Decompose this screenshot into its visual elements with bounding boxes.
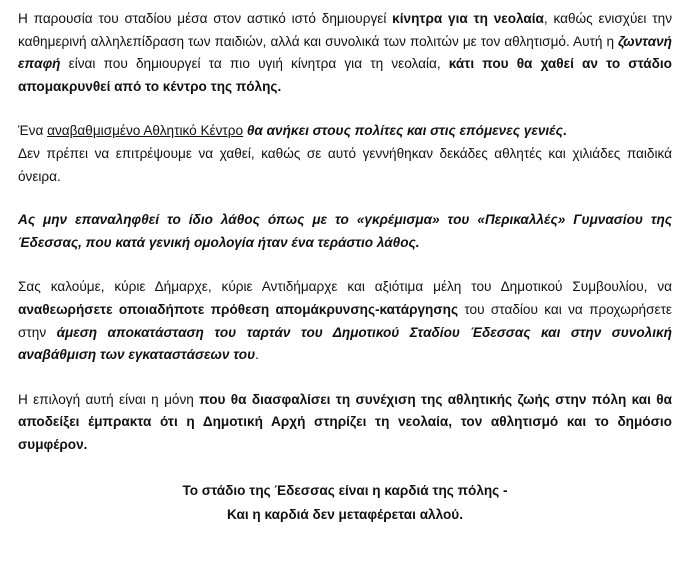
- p1-bold-city-center: κάτι που θα χαθεί αν το στάδιο απομακρυνθεί από το κέντρο της πόλης.: [18, 56, 672, 94]
- p3-text: Ας μην επαναληφθεί το ίδιο λάθος όπως με το «γκρέμισμα» του «Περικαλλές» Γυμνασίου της Έδεσσας, που κατά γενική ομολογία ήταν ένα τεράστιο λάθος.: [18, 212, 672, 250]
- paragraph-gymnasium-mistake: [18, 209, 672, 254]
- p1-text-1: Η παρουσία του σταδίου μέσα στον αστικό ιστό δημιουργεί: [18, 11, 393, 26]
- closing-line-1: Το στάδιο της Έδεσσας είναι η καρδιά της πόλης -: [182, 482, 508, 498]
- p4-text-3: .: [255, 347, 259, 363]
- closing-statement: [18, 479, 672, 527]
- p4-bold-tartan-restoration: άμεση αποκατάσταση του ταρτάν του Δημοτικού Σταδίου Έδεσσας και στην συνολική αναβάθμιση των εγκαταστάσεων του: [18, 324, 672, 363]
- p2-line-1: [18, 120, 672, 143]
- paragraph-youth-incentives: [18, 8, 672, 98]
- p1-text-3: είναι που δημιουργεί τα πιο υγιή κίνητρα για τη νεολαία,: [60, 56, 449, 72]
- paragraph-appeal-council: [18, 276, 672, 366]
- p5-text-1: Η επιλογή αυτή είναι η μόνη: [18, 391, 200, 407]
- p2-text-dreams: Δεν πρέπει να επιτρέψουμε να χαθεί, καθώς σε αυτό γεννήθηκαν δεκάδες αθλητές και χιλιάδες παιδικά όνειρα.: [18, 145, 672, 184]
- paragraph-sports-center: [18, 120, 672, 188]
- p5-bold-continuation: που θα διασφαλίσει τη συνέχιση της αθλητικής ζωής στην πόλη και θα αποδείξει έμπρακτα ότι η Δημοτική Αρχή στηρίζει τη νεολαία, τον αθλητισμό και το δημόσιο συμφέρον.: [18, 391, 672, 452]
- document-page: [18, 8, 672, 527]
- p4-text-1: Σας καλούμε, κύριε Δήμαρχε, κύριε Αντιδήμαρχε και αξιότιμα μέλη του Δημοτικού Συμβουλίου, να: [18, 279, 672, 295]
- p4-bold-reconsider: αναθεωρήσετε οποιαδήποτε πρόθεση απομάκρυνσης-κατάργησης: [18, 301, 459, 317]
- p2-text-1: Ένα: [18, 123, 48, 139]
- paragraph-only-choice: [18, 389, 672, 457]
- p1-text-2: , καθώς ενισχύει την καθημερινή αλληλεπίδραση των παιδιών, αλλά και συνολικά των πολιτών με τον αθλητισμό. Αυτή η: [18, 11, 672, 49]
- p2-period: .: [562, 123, 567, 139]
- closing-line-2: Και η καρδιά δεν μεταφέρεται αλλού.: [226, 506, 463, 522]
- p2-bold-citizens-generations: θα ανήκει στους πολίτες και στις επόμενες γενιές: [243, 123, 563, 139]
- p1-bold-youth-incentives: κίνητρα για τη νεολαία: [392, 11, 544, 26]
- p1-bold-live-contact: ζωντανή επαφή: [18, 33, 672, 72]
- p2-underlined-sports-center: αναβαθμισμένο Αθλητικό Κέντρο: [47, 123, 244, 139]
- p4-text-2: του σταδίου και να προχωρήσετε στην: [18, 301, 672, 340]
